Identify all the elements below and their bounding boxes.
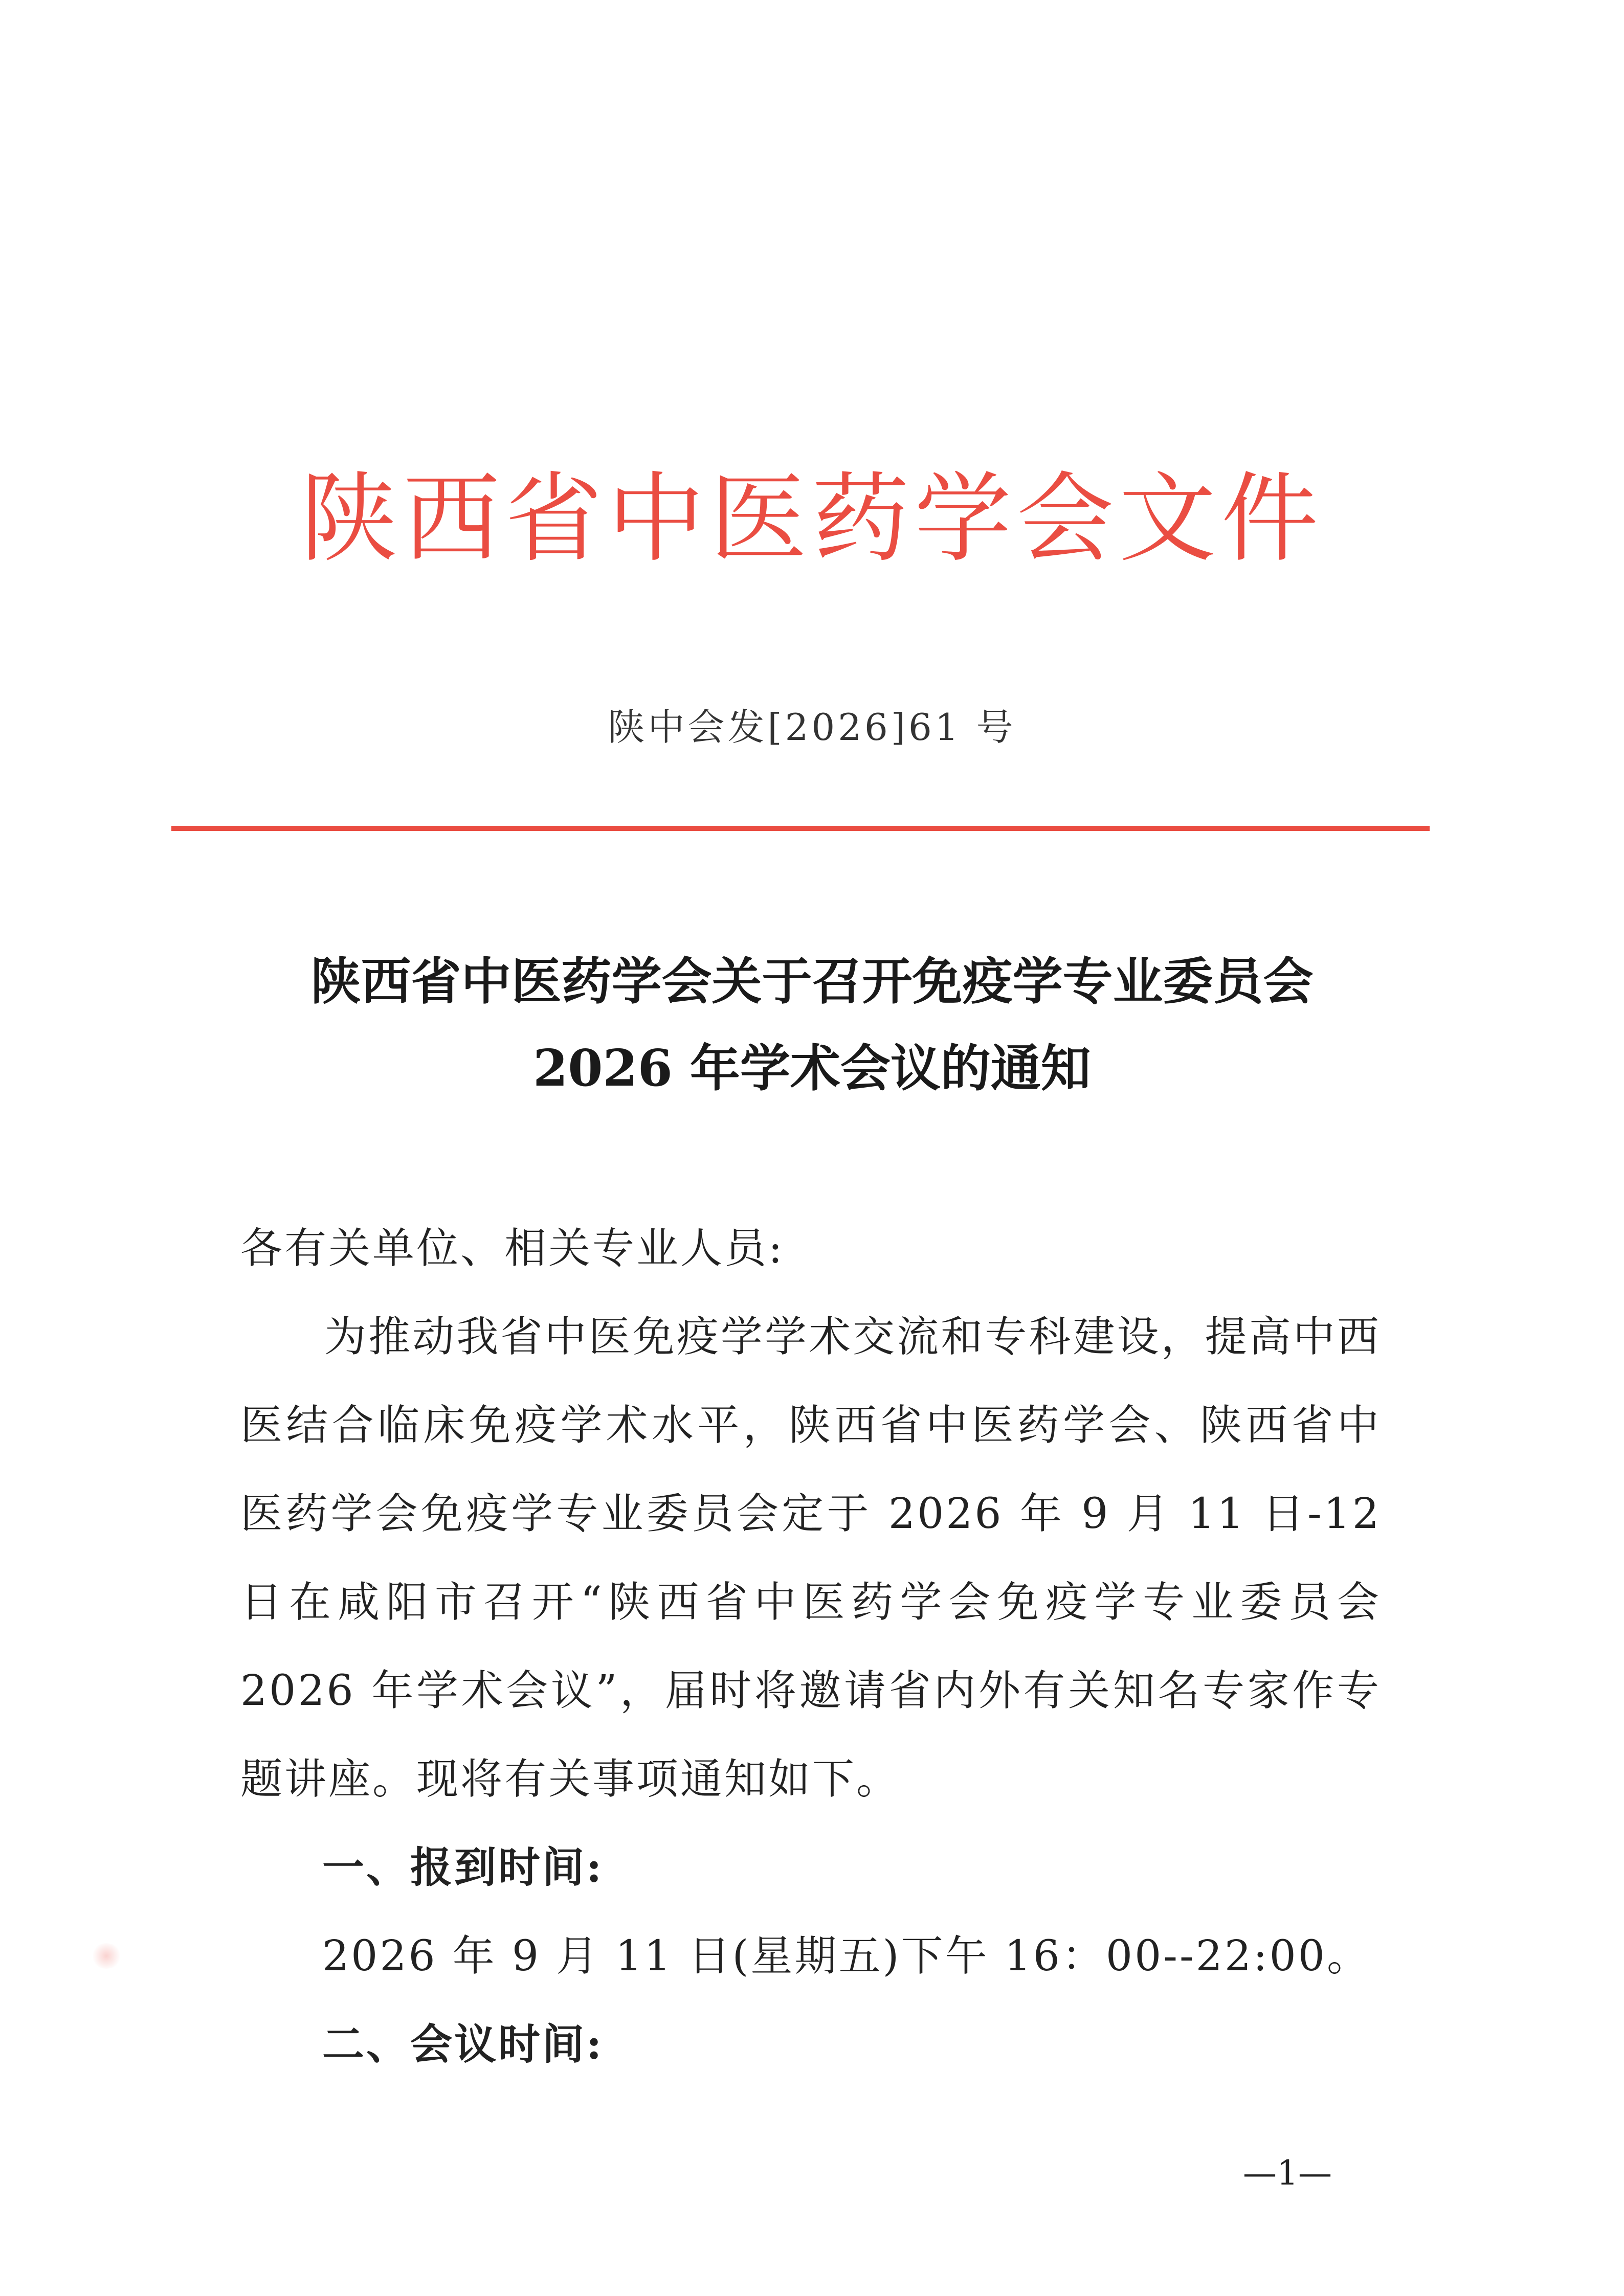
salutation: 各有关单位、相关专业人员:	[240, 1224, 785, 1273]
registration-time: 2026 年 9 月 11 日(星期五)下午 16：00--22:00。	[322, 1932, 1371, 1980]
notice-title-line-2: 2026 年学术会议的通知	[533, 1039, 1091, 1098]
letterhead-title: 陕西省中医药学会文件	[300, 462, 1324, 575]
red-divider-line	[171, 826, 1430, 831]
document-number: 陕中会发[2026]61 号	[608, 706, 1016, 749]
scan-mark	[91, 1943, 122, 1969]
notice-body	[240, 1204, 1381, 2089]
notice-title-line-1: 陕西省中医药学会关于召开免疫学专业委员会	[310, 952, 1314, 1011]
notice-title	[0, 938, 1624, 1112]
page-number: —1—	[1243, 2153, 1332, 2193]
section-heading-registration: 一、报到时间:	[322, 1843, 604, 1892]
intro-paragraph: 为推动我省中医免疫学学术交流和专科建设，提高中西医结合临床免疫学术水平，陕西省中医药学会、陕西省中医药学会免疫学专业委员会定于 2026 年 9 月 11 日-12 日在咸阳市召开“陕西省中医药学会免疫学专业委员会 2026 年学术会议”，届时将邀请省内外有关知名专家作专题讲座。现将有关事项通知如下。	[240, 1313, 1381, 1804]
section-heading-meeting-time: 二、会议时间:	[322, 2020, 604, 2069]
